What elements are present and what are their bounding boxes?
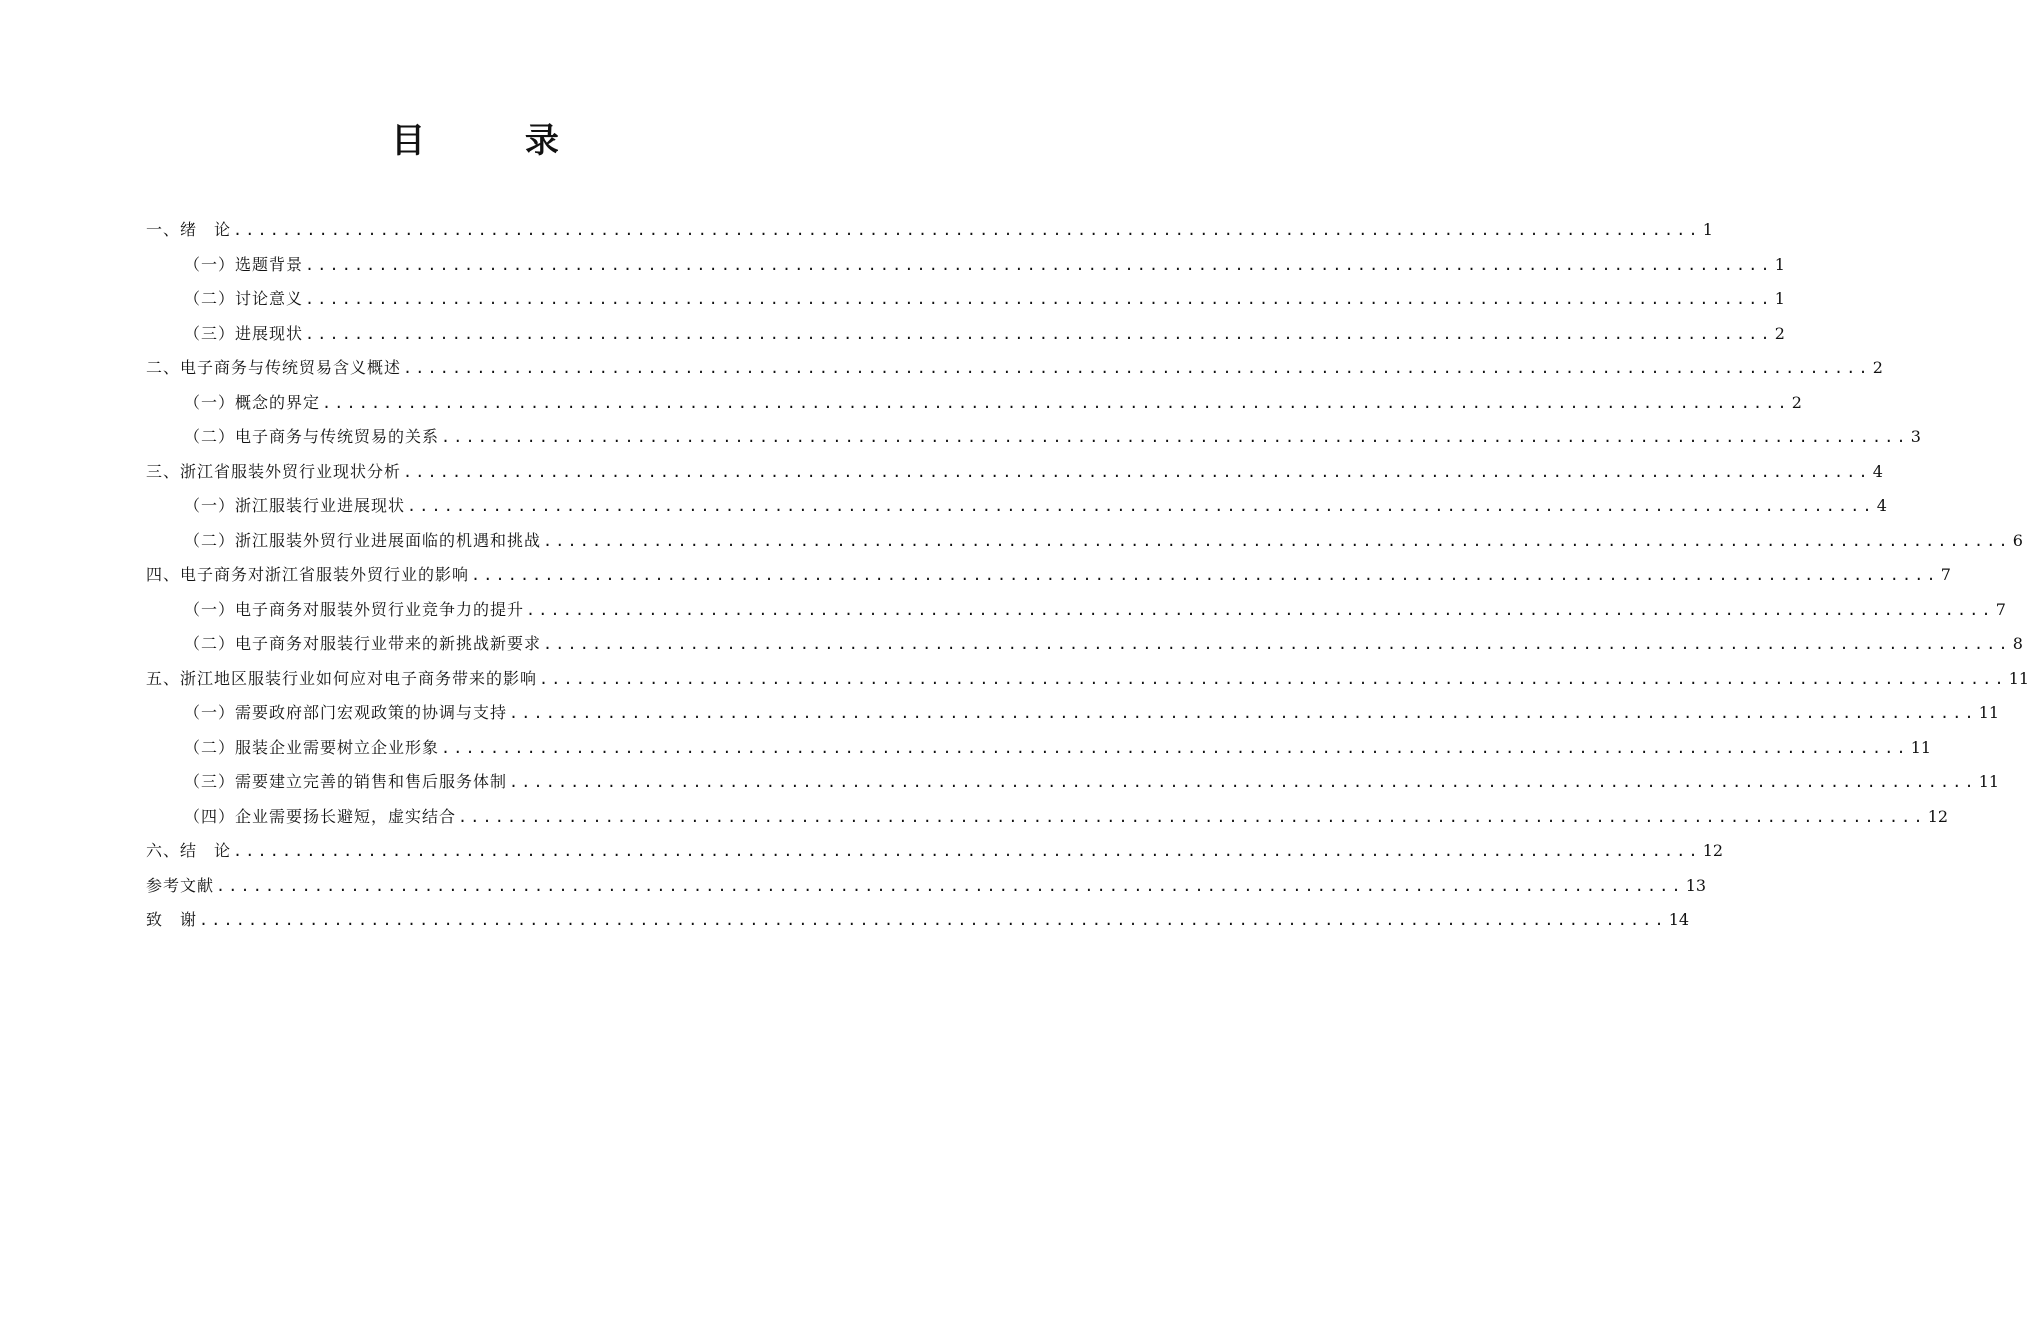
toc-page-number: 7 [1995,599,2006,619]
toc-page-number: 3 [1910,427,1921,446]
toc-page-number: 14 [1668,910,1690,929]
toc-entry-text: 参考文献 [146,875,215,895]
toc-entry-text: 三、浙江省服装外贸行业现状分析 [146,461,402,481]
toc-entry-text: 五、浙江地区服装行业如何应对电子商务带来的影响 [146,668,538,688]
toc-entry-6[interactable] [146,834,1724,869]
toc-entry-2[interactable] [146,351,1883,386]
toc-entry-text: （一）需要政府部门宏观政策的协调与支持 [184,703,508,722]
dot-leader: ........................................................................................................................ [441,428,1909,446]
toc-entry-4-2[interactable] [146,627,2023,662]
toc-entry-4[interactable] [146,558,1951,593]
toc-entry-3[interactable] [146,455,1883,490]
dot-leader: ........................................................................................................................ [199,911,1667,929]
toc-entry-text: 一、绪 论 [146,220,232,239]
toc-page-number: 1 [1774,289,1785,308]
toc-entry-text: （三）需要建立完善的销售和售后服务体制 [184,772,508,791]
toc-entry-text: 二、电子商务与传统贸易含义概述 [146,358,402,377]
toc-page-number: 8 [2012,634,2023,653]
toc-page-number: 7 [1940,565,1951,584]
dot-leader: ........................................................................................................................ [509,704,1977,722]
dot-leader: ........................................................................................................................ [441,738,1909,757]
toc-entry-text: 六、结 论 [146,841,232,860]
toc-entry-5-3[interactable] [146,765,2000,800]
toc-page-number: 13 [1685,875,1707,895]
toc-entry-1-1[interactable] [146,248,1785,283]
dot-leader: ........................................................................................................................ [305,255,1773,274]
dot-leader: ........................................................................................................................ [543,635,2011,653]
dot-leader: ........................................................................................................................ [526,600,1994,619]
dot-leader: ........................................................................................................................ [458,807,1926,826]
toc-page-number: 6 [2012,530,2023,550]
toc-page-number: 4 [1876,496,1887,515]
dot-leader: ........................................................................................................................ [471,566,1939,584]
toc-entry-text: （一）电子商务对服装外贸行业竞争力的提升 [184,599,525,619]
toc-page-number: 2 [1872,358,1883,377]
dot-leader: ........................................................................................................................ [539,669,2007,688]
toc-page-number: 12 [1702,841,1724,860]
toc-entry-1[interactable] [146,213,1713,248]
toc-entry-text: 致 谢 [146,910,198,929]
dot-leader: ........................................................................................................................ [322,393,1790,412]
dot-leader: ........................................................................................................................ [407,497,1875,515]
dot-leader: ........................................................................................................................ [216,876,1684,895]
toc-page-number: 11 [2008,668,2029,688]
toc-entry-2-2[interactable] [146,420,1921,455]
toc-entry-text: （四）企业需要扬长避短，虚实结合 [184,806,457,826]
toc-entry-references[interactable] [146,869,1707,904]
toc-page-number: 12 [1927,806,1949,826]
toc-entry-4-1[interactable] [146,593,2006,628]
toc-entry-5-2[interactable] [146,731,1932,766]
toc-page-number: 1 [1702,220,1713,239]
toc-entry-1-2[interactable] [146,282,1785,317]
dot-leader: ........................................................................................................................ [403,359,1871,377]
toc-entry-5[interactable] [146,662,2029,697]
toc-entry-5-4[interactable] [146,800,1949,835]
toc-entry-1-3[interactable] [146,317,1785,352]
toc-page-number: 4 [1872,461,1883,481]
toc-entry-2-1[interactable] [146,386,1802,421]
dot-leader: ........................................................................................................................ [509,773,1977,791]
dot-leader: ........................................................................................................................ [403,462,1871,481]
dot-leader: ........................................................................................................................ [543,531,2011,550]
toc-entry-text: （二）浙江服装外贸行业进展面临的机遇和挑战 [184,530,542,550]
toc-page-number: 2 [1791,392,1802,412]
dot-leader: ........................................................................................................................ [233,842,1701,860]
toc-entry-text: （一）选题背景 [184,254,304,274]
toc-page-number: 11 [1978,772,2000,791]
toc-entry-text: （一）概念的界定 [184,392,321,412]
toc-page-number: 11 [1910,737,1932,757]
toc-entry-text: （三）进展现状 [184,323,304,343]
toc-entry-text: （二）服装企业需要树立企业形象 [184,737,440,757]
toc-entry-text: （二）电子商务对服装行业带来的新挑战新要求 [184,634,542,653]
toc-page-number: 1 [1774,254,1785,274]
toc-entry-3-2[interactable] [146,524,2023,559]
toc-entry-text: （二）讨论意义 [184,289,304,308]
toc-entry-3-1[interactable] [146,489,1887,524]
toc-entry-text: 四、电子商务对浙江省服装外贸行业的影响 [146,565,470,584]
toc-entry-5-1[interactable] [146,696,2000,731]
table-of-contents [146,213,2029,938]
toc-entry-text: （一）浙江服装行业进展现状 [184,496,406,515]
page-title: 目 录 [391,121,603,161]
dot-leader: ........................................................................................................................ [233,221,1701,239]
toc-entry-acknowledgements[interactable] [146,903,1690,938]
dot-leader: ........................................................................................................................ [305,324,1773,343]
dot-leader: ........................................................................................................................ [305,290,1773,308]
toc-page-number: 2 [1774,323,1785,343]
toc-entry-text: （二）电子商务与传统贸易的关系 [184,427,440,446]
toc-page-number: 11 [1978,703,2000,722]
